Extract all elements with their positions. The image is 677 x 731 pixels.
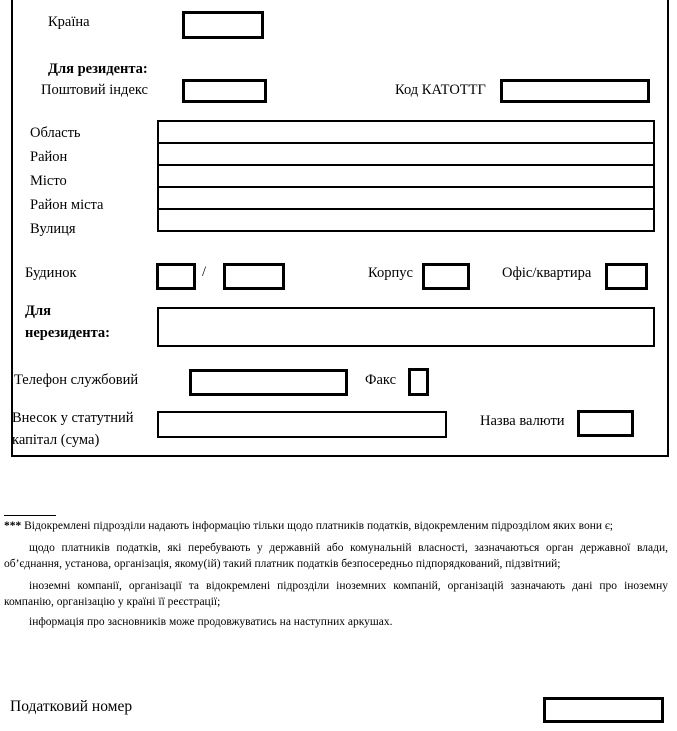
postal-code-input[interactable] (182, 79, 267, 103)
currency-label: Назва валюти (480, 413, 565, 429)
nonresident-section-title: Для нерезидента: (25, 303, 110, 341)
fax-input[interactable] (408, 368, 429, 396)
footnotes (4, 518, 668, 636)
misto-input[interactable] (157, 164, 655, 188)
tax-number-label: Податковий номер (10, 698, 133, 715)
address-inputs (157, 120, 655, 232)
capital-label: Внесок у статутний капітал (сума) (12, 410, 134, 448)
footnote-paragraph-4: інформація про засновників може продовжуватись на наступних аркушах. (29, 616, 393, 628)
korpus-label: Корпус (368, 265, 413, 281)
postal-code-label: Поштовий індекс (41, 82, 148, 98)
katottg-label: Код КАТОТТГ (395, 82, 486, 98)
footnote-rule (4, 515, 56, 516)
country-label: Країна (48, 14, 90, 30)
building-number-input[interactable] (156, 263, 196, 290)
korpus-input[interactable] (422, 263, 470, 290)
fax-label: Факс (365, 372, 397, 388)
footnote-marker: *** (4, 520, 22, 532)
raion-mista-label: Район міста (30, 197, 104, 213)
oblast-input[interactable] (157, 120, 655, 144)
building-slash-separator: / (202, 264, 207, 280)
footnote-paragraph-2: щодо платників податків, які перебувають у державній або комунальній власності, зазначаються орган державної влади, об’єднання, установа, організація, якому(ій) такий платник податків безпосередньо підпорядкований, підзвітний; (4, 542, 668, 570)
vulytsia-label: Вулиця (30, 221, 76, 237)
office-input[interactable] (605, 263, 648, 290)
nonresident-input[interactable] (157, 307, 655, 347)
country-input[interactable] (182, 11, 264, 39)
footnote-paragraph-1: *** Відокремлені підрозділи надають інформацію тільки щодо платників податків, відокремленим підрозділом яких вони є; (4, 520, 614, 532)
capital-input[interactable] (157, 411, 447, 438)
raion-mista-input[interactable] (157, 186, 655, 210)
currency-input[interactable] (577, 410, 634, 437)
katottg-input[interactable] (500, 79, 650, 103)
phone-label: Телефон службовий (14, 372, 139, 388)
tax-number-input[interactable] (543, 697, 664, 723)
footnote-paragraph-3: іноземні компанії, організації та відокремлені підрозділи іноземних компаній, організацій зазначають дані про іноземну компанію, організацію у країні її реєстрації; (4, 580, 668, 608)
misto-label: Місто (30, 173, 67, 189)
resident-section-title: Для резидента: (48, 61, 148, 77)
phone-input[interactable] (189, 369, 348, 396)
office-label: Офіс/квартира (502, 265, 592, 281)
building-number2-input[interactable] (223, 263, 285, 290)
building-label: Будинок (25, 265, 77, 281)
vulytsia-input[interactable] (157, 208, 655, 232)
raion-input[interactable] (157, 142, 655, 166)
oblast-label: Область (30, 125, 81, 141)
raion-label: Район (30, 149, 68, 165)
